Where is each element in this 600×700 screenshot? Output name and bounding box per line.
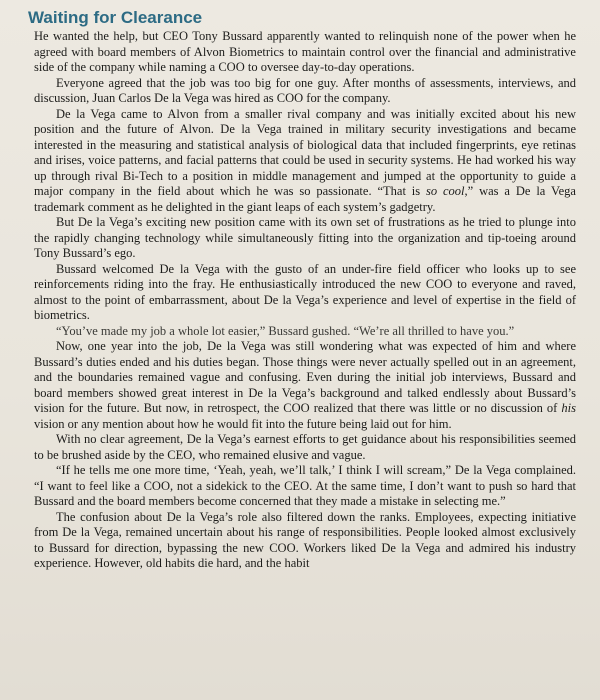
- paragraph-7-text-a: Now, one year into the job, De la Vega was still wondering what was expected of him and where Bussard’s duties ended and his duties began. Those things were never actually spelled out in an agreement, and the boundaries remained vague and confusing. Even during the initial job interviews, Bussard and board members showed great interest in De la Vega’s background and talked endlessly about Bussard’s vision for the future. But now, in retrospect, the COO realized that there was little or no discussion of: [34, 339, 576, 415]
- case-study-text: [34, 29, 576, 572]
- paragraph-7-emphasis: his: [561, 401, 576, 415]
- paragraph-6-text: “You’ve made my job a whole lot easier,” Bussard gushed. “We’re all thrilled to have you.”: [56, 323, 515, 338]
- paragraph-3: [34, 107, 576, 216]
- paragraph-8: [34, 432, 576, 463]
- paragraph-2: [34, 76, 576, 107]
- paragraph-3-text-b: ,” was a De la Vega trademark comment as he delighted in the giant leaps of each system’s gadgetry.: [34, 184, 576, 214]
- paragraph-7: [34, 339, 576, 432]
- paragraph-5: [34, 262, 576, 324]
- paragraph-3-emphasis: so cool: [426, 184, 465, 198]
- paragraph-4: [34, 215, 576, 262]
- paragraph-9: [34, 463, 576, 510]
- section-heading: Waiting for Clearance: [28, 8, 203, 27]
- paragraph-8-text: With no clear agreement, De la Vega’s earnest efforts to get guidance about his responsibilities seemed to be brushed aside by the CEO, who remained elusive and vague.: [34, 432, 576, 462]
- paragraph-6: [34, 324, 576, 340]
- paragraph-10-text: The confusion about De la Vega’s role also filtered down the ranks. Employees, expecting initiative from De la Vega, remained uncertain about his range of responsibilities. People looked almost exclusively to Bussard for direction, bypassing the new COO. Workers liked De la Vega and admired his industry experience. However, old habits die hard, and the habit: [34, 509, 576, 570]
- paragraph-3-text-a: De la Vega came to Alvon from a smaller rival company and was initially excited about his new position and the future of Alvon. De la Vega trained in military security investigations and became interested in the measuring and statistical analysis of biological data that included fingerprints, eye retinas and irises, voice patterns, and facial patterns that could be used in security systems. He had worked his way up through rival Bi-Tech to a position in middle management and jumped at the opportunity to guide a major company in the field about which he was so passionate. “That is: [34, 106, 576, 198]
- paragraph-1: [34, 29, 576, 76]
- paragraph-4-text: But De la Vega’s exciting new position came with its own set of frustrations as he tried to plunge into the rapidly changing technology while simultaneously fitting into the organization and tip-toeing around Tony Bussard’s ego.: [34, 215, 576, 260]
- paragraph-7-text-b: vision or any mention about how he would fit into the future being laid out for him.: [34, 416, 452, 431]
- paragraph-9-text: “If he tells me one more time, ‘Yeah, yeah, we’ll talk,’ I think I will scream,” De la Vega complained. “I want to feel like a COO, not a sidekick to the CEO. At the same time, I don’t want to push so hard that Bussard and the board members become concerned that they made a mistake in selecting me.”: [34, 463, 576, 508]
- paragraph-2-text: Everyone agreed that the job was too big for one guy. After months of assessments, interviews, and discussion, Juan Carlos De la Vega was hired as COO for the company.: [34, 75, 576, 105]
- paragraph-1-text: He wanted the help, but CEO Tony Bussard apparently wanted to relinquish none of the power when he agreed with board members of Alvon Biometrics to maintain control over the financial and administrative side of the company while naming a COO to oversee day-to-day operations.: [34, 29, 576, 74]
- paragraph-5-text: Bussard welcomed De la Vega with the gusto of an under-fire field officer who looks up to see reinforcements riding into the fray. He enthusiastically introduced the new COO to everyone and raved, almost to the point of embarrassment, about De la Vega’s experience and level of expertise in the field of biometrics.: [34, 261, 576, 322]
- paragraph-10: [34, 510, 576, 572]
